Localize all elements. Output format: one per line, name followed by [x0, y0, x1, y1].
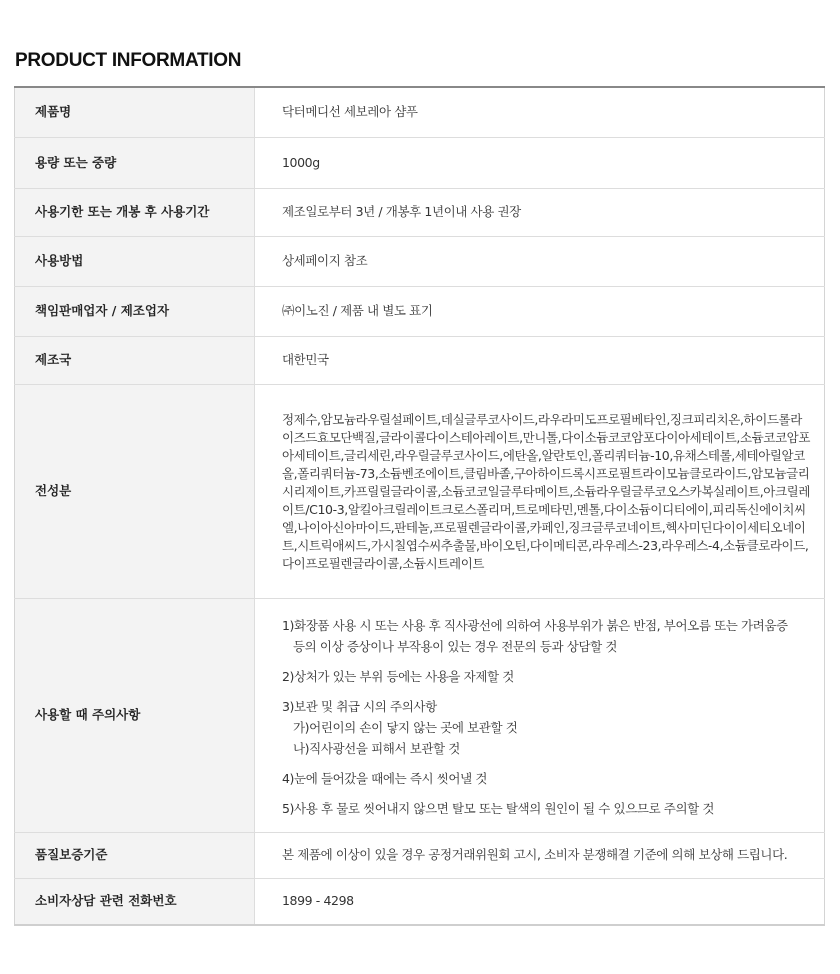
ingredients-text: 정제수,암모늄라우릴설페이트,데실글루코사이드,라우라미도프로필베타인,징크피리치온,하이드롤라이즈드효모단백질,글라이콜다이스테아레이트,만니톨,다이소듐코코암포다이아세테이트,소듐코코암포아세테이트,글리세린,라우릴글루코사이드,에탄올,알란토인,폴리쿼터늄-10,유채스테롤,세테아릴알코올,폴리쿼터늄-73,소듐벤조에이트,클림바졸,구아하이드록시프로필트라이모늄클로라이드,암모늄글리시리제이트,카프릴릴글라이콜,소듐코코일글루타메이트,소듐라우릴글루코오스카복실레이트,아크릴레이트/C10-3,알킬아크릴레이트크로스폴리머,트로메타민,멘톨,다이소듐이디티에이,피리독신에이치씨엘,나이아신아마이드,판테놀,프로필렌글라이콜,카페인,징크글루코네이트,헥사미딘다이이세티오네이트,시트릭애씨드,가시칠엽수씨추출물,바이오틴,다이메티콘,라우레스-23,라우레스-4,소듐클로라이드,다이프로필렌글라이콜,소듐시트레이트 [282, 411, 810, 571]
caution-line: 등의 이상 증상이나 부작용이 있는 경우 전문의 등과 상담할 것 [293, 638, 618, 654]
row-label: 사용기한 또는 개봉 후 사용기간 [15, 188, 255, 236]
table-row [15, 236, 825, 286]
ingredients-value [255, 384, 825, 598]
caution-item [282, 768, 812, 789]
table-row [15, 598, 825, 832]
row-value: 대한민국 [255, 336, 825, 384]
row-value: 닥터메디선 세보레아 샴푸 [255, 87, 825, 137]
product-info-table [14, 86, 825, 926]
row-label: 제조국 [15, 336, 255, 384]
table-row [15, 137, 825, 188]
page-title: PRODUCT INFORMATION [15, 50, 242, 71]
table-row [15, 336, 825, 384]
caution-item [282, 666, 812, 687]
table-row [15, 384, 825, 598]
table-row [15, 878, 825, 925]
row-value: 1899 - 4298 [255, 878, 825, 925]
table-row [15, 188, 825, 236]
row-label: 제품명 [15, 87, 255, 137]
table-row [15, 87, 825, 137]
caution-line: 3)보관 및 취급 시의 주의사항 [282, 698, 437, 714]
caution-line: 4)눈에 들어갔을 때에는 즉시 씻어낼 것 [282, 770, 488, 786]
row-label: 책임판매업자 / 제조업자 [15, 286, 255, 336]
caution-item [282, 798, 812, 819]
row-label: 소비자상담 관련 전화번호 [15, 878, 255, 925]
caution-item [282, 615, 812, 657]
caution-line: 나)직사광선을 피해서 보관할 것 [293, 740, 460, 756]
caution-line: 가)어린이의 손이 닿지 않는 곳에 보관할 것 [293, 719, 518, 735]
caution-item [282, 696, 812, 759]
row-label: 용량 또는 중량 [15, 137, 255, 188]
row-value: 제조일로부터 3년 / 개봉후 1년이내 사용 권장 [255, 188, 825, 236]
caution-line: 1)화장품 사용 시 또는 사용 후 직사광선에 의하여 사용부위가 붉은 반점, 부어오름 또는 가려움증 [282, 617, 788, 633]
row-label: 전성분 [15, 384, 255, 598]
row-label: 사용방법 [15, 236, 255, 286]
cautions-list [282, 599, 812, 832]
caution-line: 5)사용 후 물로 씻어내지 않으면 탈모 또는 탈색의 원인이 될 수 있으므로 주의할 것 [282, 800, 715, 816]
row-label: 사용할 때 주의사항 [15, 598, 255, 832]
row-value: ㈜이노진 / 제품 내 별도 표기 [255, 286, 825, 336]
row-value: 1000g [255, 137, 825, 188]
caution-line: 2)상처가 있는 부위 등에는 사용을 자제할 것 [282, 668, 514, 684]
row-label: 품질보증기준 [15, 832, 255, 878]
table-row [15, 286, 825, 336]
row-value: 상세페이지 참조 [255, 236, 825, 286]
table-row [15, 832, 825, 878]
cautions-value [255, 598, 825, 832]
row-value: 본 제품에 이상이 있을 경우 공정거래위원회 고시, 소비자 분쟁해결 기준에 의해 보상해 드립니다. [255, 832, 825, 878]
